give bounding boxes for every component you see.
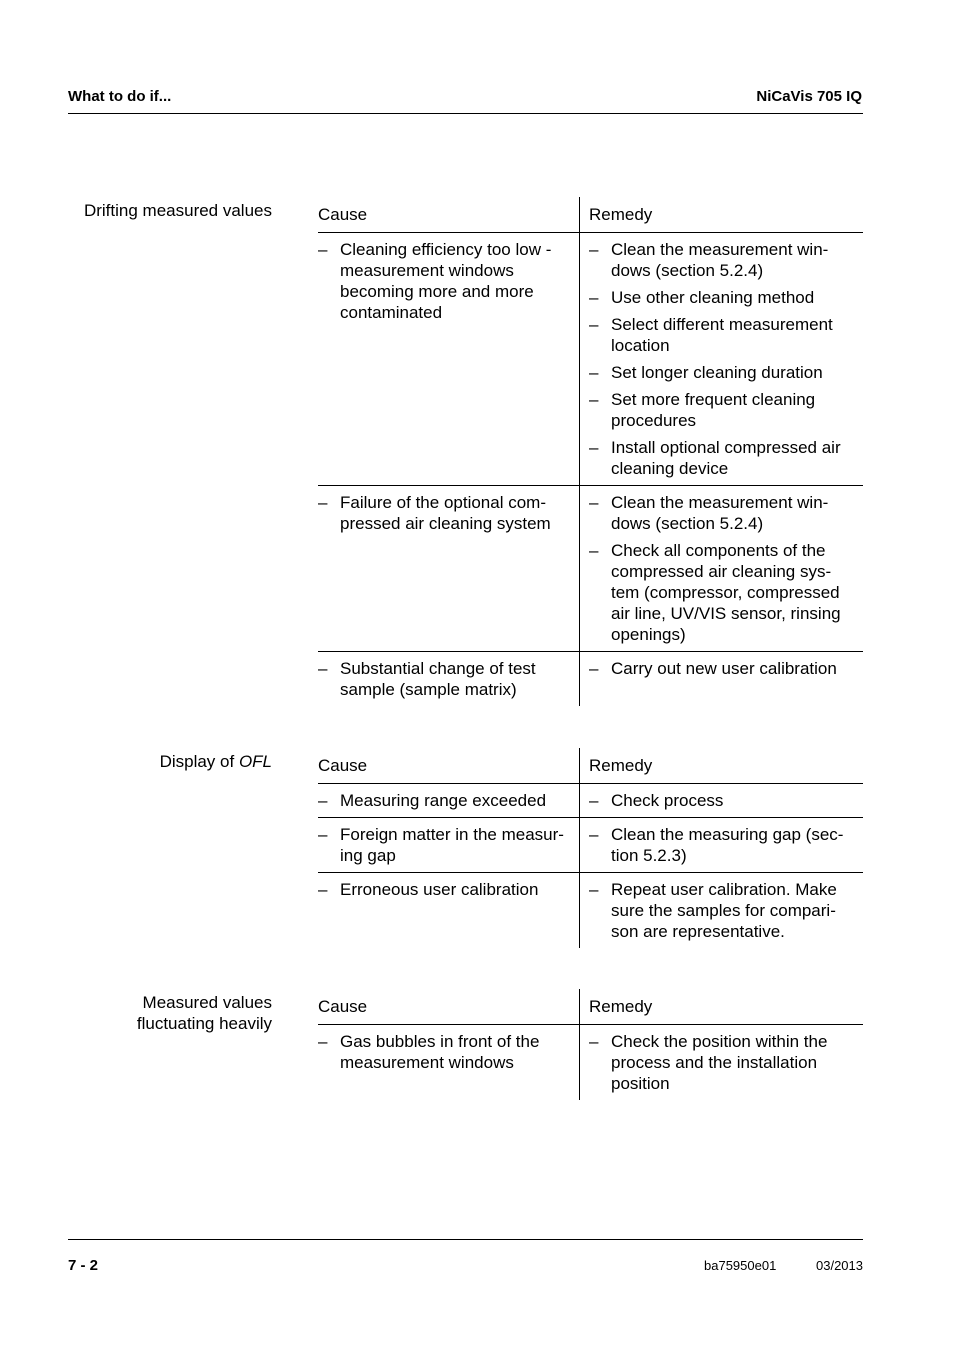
table-header <box>318 989 863 1025</box>
section-label-ofl <box>52 751 272 772</box>
cause-text: Foreign matter in the measur-ing gap <box>340 825 564 865</box>
remedy-text: Clean the measurement win-dows (section 5.2.4) <box>611 493 829 533</box>
page-number: 7 - 2 <box>68 1257 99 1274</box>
section-label-line: Measured values <box>142 993 272 1012</box>
troubleshooting-table-drifting <box>318 197 863 706</box>
dash-bullet: – <box>318 659 328 678</box>
dash-bullet: – <box>589 438 599 457</box>
dash-bullet: – <box>589 240 599 259</box>
remedy-item <box>589 790 863 811</box>
remedy-text: Check process <box>611 791 724 810</box>
remedy-text: Check all components of the compressed air cleaning sys-tem (compressor, compressed air line, UV/VIS sensor, rinsing openings) <box>611 541 841 644</box>
table-row <box>318 651 863 706</box>
remedy-item <box>589 362 863 383</box>
remedy-item <box>589 314 863 356</box>
dash-bullet: – <box>589 315 599 334</box>
remedy-text: Set more frequent cleaning procedures <box>611 390 816 430</box>
cause-cell <box>318 486 579 651</box>
remedy-text: Clean the measuring gap (sec-tion 5.2.3) <box>611 825 844 865</box>
dash-bullet: – <box>589 288 599 307</box>
cause-text: Substantial change of test sample (sample matrix) <box>340 659 536 699</box>
running-header-chapter: What to do if... <box>68 88 172 105</box>
remedy-item <box>589 239 863 281</box>
footer-rule <box>68 1239 863 1240</box>
remedy-item <box>589 437 863 479</box>
dash-bullet: – <box>589 791 599 810</box>
cause-cell <box>318 233 579 485</box>
dash-bullet: – <box>318 791 328 810</box>
cause-cell <box>318 873 579 948</box>
cause-text: Cleaning efficiency too low - measurement windows becoming more and more contaminated <box>340 240 552 322</box>
section-label-text: Drifting measured values <box>83 201 272 220</box>
remedy-text: Carry out new user calibration <box>611 659 837 678</box>
cause-cell <box>318 1025 579 1100</box>
running-header-product: NiCaVis 705 IQ <box>756 88 862 105</box>
table-row <box>318 485 863 651</box>
dash-bullet: – <box>589 390 599 409</box>
remedy-item <box>589 879 863 942</box>
dash-bullet: – <box>318 825 328 844</box>
cause-text: Erroneous user calibration <box>340 880 539 899</box>
section-label-line: fluctuating heavily <box>136 1014 272 1033</box>
remedy-cell <box>579 1025 863 1100</box>
troubleshooting-table-fluctuating <box>318 989 863 1100</box>
dash-bullet: – <box>589 825 599 844</box>
remedy-item <box>589 1031 863 1094</box>
table-header <box>318 748 863 784</box>
cause-cell <box>318 818 579 872</box>
cause-cell <box>318 784 579 817</box>
remedy-cell <box>579 784 863 817</box>
troubleshooting-table-ofl <box>318 748 863 948</box>
section-label-drifting <box>52 200 272 221</box>
remedy-text: Set longer cleaning duration <box>611 363 823 382</box>
dash-bullet: – <box>318 1032 328 1051</box>
dash-bullet: – <box>589 363 599 382</box>
remedy-item <box>589 492 863 534</box>
cause-column-header: Cause <box>318 205 368 224</box>
document-date: 03/2013 <box>816 1258 863 1273</box>
remedy-cell <box>579 873 863 948</box>
remedy-cell <box>579 233 863 485</box>
cause-item <box>318 790 579 811</box>
dash-bullet: – <box>589 659 599 678</box>
remedy-item <box>589 287 863 308</box>
remedy-text: Install optional compressed air cleaning device <box>611 438 841 478</box>
document-id: ba75950e01 <box>704 1258 777 1273</box>
cause-text: Gas bubbles in front of the measurement windows <box>340 1032 540 1072</box>
remedy-text: Clean the measurement win-dows (section 5.2.4) <box>611 240 829 280</box>
cause-item <box>318 239 579 323</box>
remedy-text: Repeat user calibration. Make sure the samples for compari-son are representative. <box>611 880 837 941</box>
table-row <box>318 784 863 817</box>
cause-item <box>318 879 579 900</box>
cause-item <box>318 824 579 866</box>
remedy-text: Check the position within the process and the installation position <box>611 1032 828 1093</box>
dash-bullet: – <box>589 1032 599 1051</box>
section-label-fluctuating <box>52 992 272 1034</box>
section-label-text: Display of <box>159 752 239 771</box>
remedy-item <box>589 824 863 866</box>
dash-bullet: – <box>589 493 599 512</box>
remedy-column-header: Remedy <box>579 748 863 783</box>
cause-text: Failure of the optional com-pressed air cleaning system <box>340 493 551 533</box>
dash-bullet: – <box>318 240 328 259</box>
remedy-cell <box>579 652 863 706</box>
remedy-text: Select different measurement location <box>611 315 833 355</box>
dash-bullet: – <box>589 880 599 899</box>
cause-column-header: Cause <box>318 756 368 775</box>
remedy-cell <box>579 818 863 872</box>
remedy-column-header: Remedy <box>579 989 863 1024</box>
table-header <box>318 197 863 233</box>
remedy-cell <box>579 486 863 651</box>
table-row <box>318 233 863 485</box>
cause-item <box>318 492 579 534</box>
section-label-code: OFL <box>238 752 272 771</box>
remedy-item <box>589 540 863 645</box>
cause-cell <box>318 652 579 706</box>
table-row <box>318 1025 863 1100</box>
cause-item <box>318 658 579 700</box>
dash-bullet: – <box>589 541 599 560</box>
cause-item <box>318 1031 579 1073</box>
dash-bullet: – <box>318 880 328 899</box>
table-row <box>318 817 863 872</box>
remedy-item <box>589 389 863 431</box>
header-rule <box>68 113 863 114</box>
dash-bullet: – <box>318 493 328 512</box>
table-row <box>318 872 863 948</box>
cause-text: Measuring range exceeded <box>340 791 547 810</box>
cause-column-header: Cause <box>318 997 368 1016</box>
remedy-column-header: Remedy <box>579 197 863 232</box>
remedy-item <box>589 658 863 679</box>
remedy-text: Use other cleaning method <box>611 288 815 307</box>
